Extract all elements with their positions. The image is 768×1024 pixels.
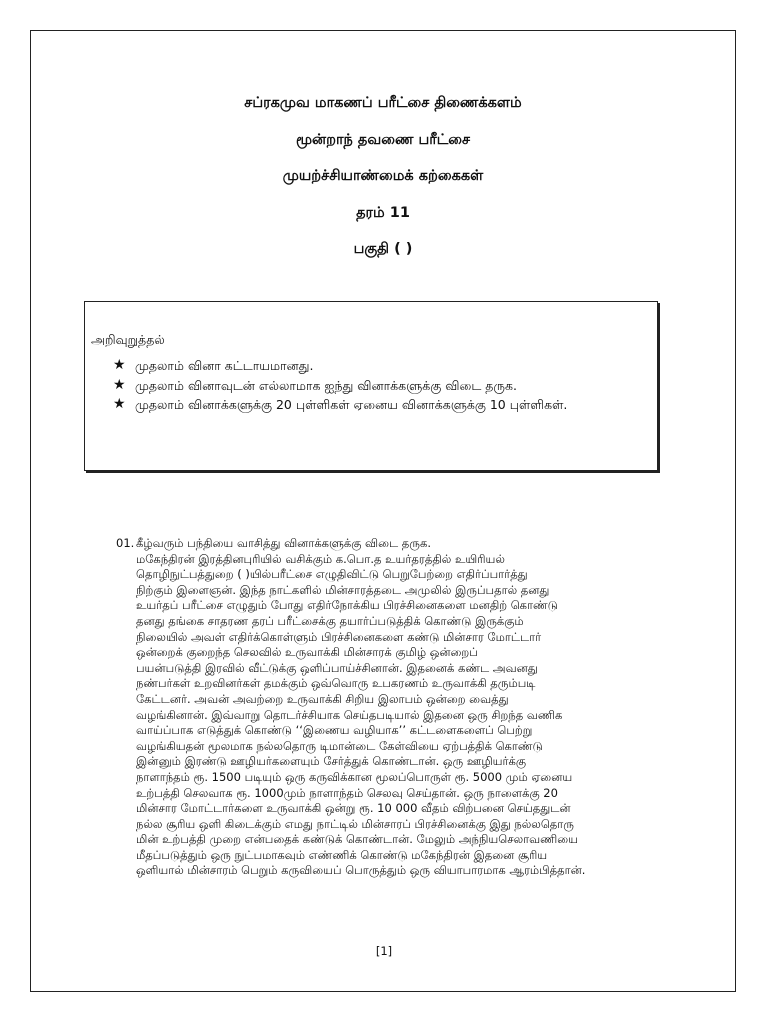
header-term-exam: மூன்றாந் தவணை பரீட்சை xyxy=(295,131,471,148)
instructions-list xyxy=(113,356,643,415)
passage-line: கேட்டனர். அவன் அவற்றை உருவாக்கி சிறிய இலாபம் ஒன்றை வைத்து xyxy=(136,691,509,706)
passage-line: நண்பர்கள் உறவினர்கள் தமக்கும் ஒவ்வொரு உபகரணம் உருவாக்கி தரும்படி xyxy=(136,676,536,691)
instruction-item xyxy=(113,356,643,376)
passage-line: நல்ல சூரிய ஒளி கிடைக்கும் எமது நாட்டில் மின்சாரப் பிரச்சினைக்கு இது நல்லதொரு xyxy=(136,816,574,831)
passage-line: வாய்ப்பாக எடுத்துக் கொண்டு ‘‘இணைய வழியாக’’ கட்டளைகளைப் பெற்று xyxy=(136,723,533,738)
passage-line: மகேந்திரன் இரத்தினபுரியில் வசிக்கும் க.பொ.த உயர்தரத்தில் உயிரியல் xyxy=(136,551,505,566)
passage-line: ஒளியால் மின்சாரம் பெறும் கருவியைப் பொருத்தும் ஒரு வியாபாரமாக ஆரம்பித்தான். xyxy=(136,863,586,878)
document-header xyxy=(30,92,736,275)
page-number: [1] xyxy=(375,944,393,958)
passage-line: மின்சார மோட்டார்களை உருவாக்கி ஒன்று ரூ. 10 000 வீதம் விற்பனை செய்ததுடன் xyxy=(136,801,571,816)
instruction-item xyxy=(113,376,643,396)
instruction-text: முதலாம் வினாக்களுக்கு 20 புள்ளிகள் ஏனைய வினாக்களுக்கு 10 புள்ளிகள். xyxy=(135,397,568,412)
instruction-text: முதலாம் வினா கட்டாயமானது. xyxy=(135,358,314,373)
passage-line: ஒன்றைக் குறைந்த செலவில் உருவாக்கி மின்சாரக் குமிழ் ஒன்றைப் xyxy=(136,645,478,660)
passage-line: நிற்கும் இளைஞன். இந்த நாட்களில் மின்சாரத்தடை அமுலில் இருப்பதால் தனது xyxy=(136,582,550,597)
star-icon: ★ xyxy=(113,396,126,412)
instructions-title: அறிவுறுத்தல் xyxy=(91,332,165,347)
passage-line: நிலையில் அவள் எதிர்க்கொள்ளும் பிரச்சினைகளை கண்டு மின்சார மோட்டார் xyxy=(136,629,542,644)
passage-line: உற்பத்தி செலவாக ரூ. 1000மும் நாளாந்தம் செலவு செய்தான். ஒரு நாளைக்கு 20 xyxy=(136,785,558,800)
star-icon: ★ xyxy=(113,357,126,373)
passage-line: தொழிநுட்பத்துறை ( )யில்பரீட்சை எழுதிவிட்டு பெறுபேற்றை எதிர்ப்பார்த்து xyxy=(136,567,528,582)
passage-line: நாளாந்தம் ரூ. 1500 படியும் ஒரு கருவிக்கான மூலப்பொருள் ரூ. 5000 மும் ஏனைய xyxy=(136,769,573,784)
header-subject: முயற்ச்சியாண்மைக் கற்கைகள் xyxy=(282,168,484,184)
passage-line: மின் உற்பத்தி முறை என்பதைக் கண்டுக் கொண்டான். மேலும் அந்நியசெலாவணியை xyxy=(136,832,578,847)
header-grade: தரம் 11 xyxy=(356,204,410,221)
instruction-text: முதலாம் வினாவுடன் எல்லாமாக ஐந்து வினாக்களுக்கு விடை தருக. xyxy=(135,377,517,393)
instruction-item xyxy=(113,395,643,415)
passage-line: மீதப்படுத்தும் ஒரு நுட்பமாகவும் எண்ணிக் கொண்டு மகேந்திரன் இதனை சூரிய xyxy=(136,847,548,862)
instructions-box xyxy=(84,301,658,471)
question-number: 01. xyxy=(116,536,135,550)
passage-line: தனது தங்கை சாதரண தரப் பரீட்சைக்கு தயார்ப்படுத்திக் கொண்டு இருக்கும் xyxy=(136,613,524,628)
passage-line: வழங்கினான். இவ்வாறு தொடர்ச்சியாக செய்தபடியால் இதனை ஒரு சிறந்த வணிக xyxy=(136,707,563,722)
passage-line: பயன்படுத்தி இரவில் வீட்டுக்கு ஒளிப்பாய்ச்சினான். இதனைக் கண்ட அவனது xyxy=(136,660,538,675)
passage-line: உயர்தப் பரீட்சை எழுதும் போது எதிர்நோக்கிய பிரச்சினைகளை மனதிற் கொண்டு xyxy=(136,598,558,613)
header-part: பகுதி ( ) xyxy=(353,241,413,257)
passage-line: இன்னும் இரண்டு ஊழியர்களையும் சேர்த்துக் கொண்டான். ஒரு ஊழியர்க்கு xyxy=(136,754,527,769)
question-passage xyxy=(136,536,676,879)
star-icon: ★ xyxy=(113,376,126,393)
header-department: சப்ரகமுவ மாகணப் பரீட்சை திணைக்களம் xyxy=(244,95,522,111)
passage-line: வழங்கியதன் மூலமாக நல்லதொரு டிமான்டை கேள்வியை ஏற்பத்திக் கொண்டு xyxy=(136,738,543,753)
passage-line: கீழ்வரும் பந்தியை வாசித்து வினாக்களுக்கு விடை தருக. xyxy=(136,536,431,550)
